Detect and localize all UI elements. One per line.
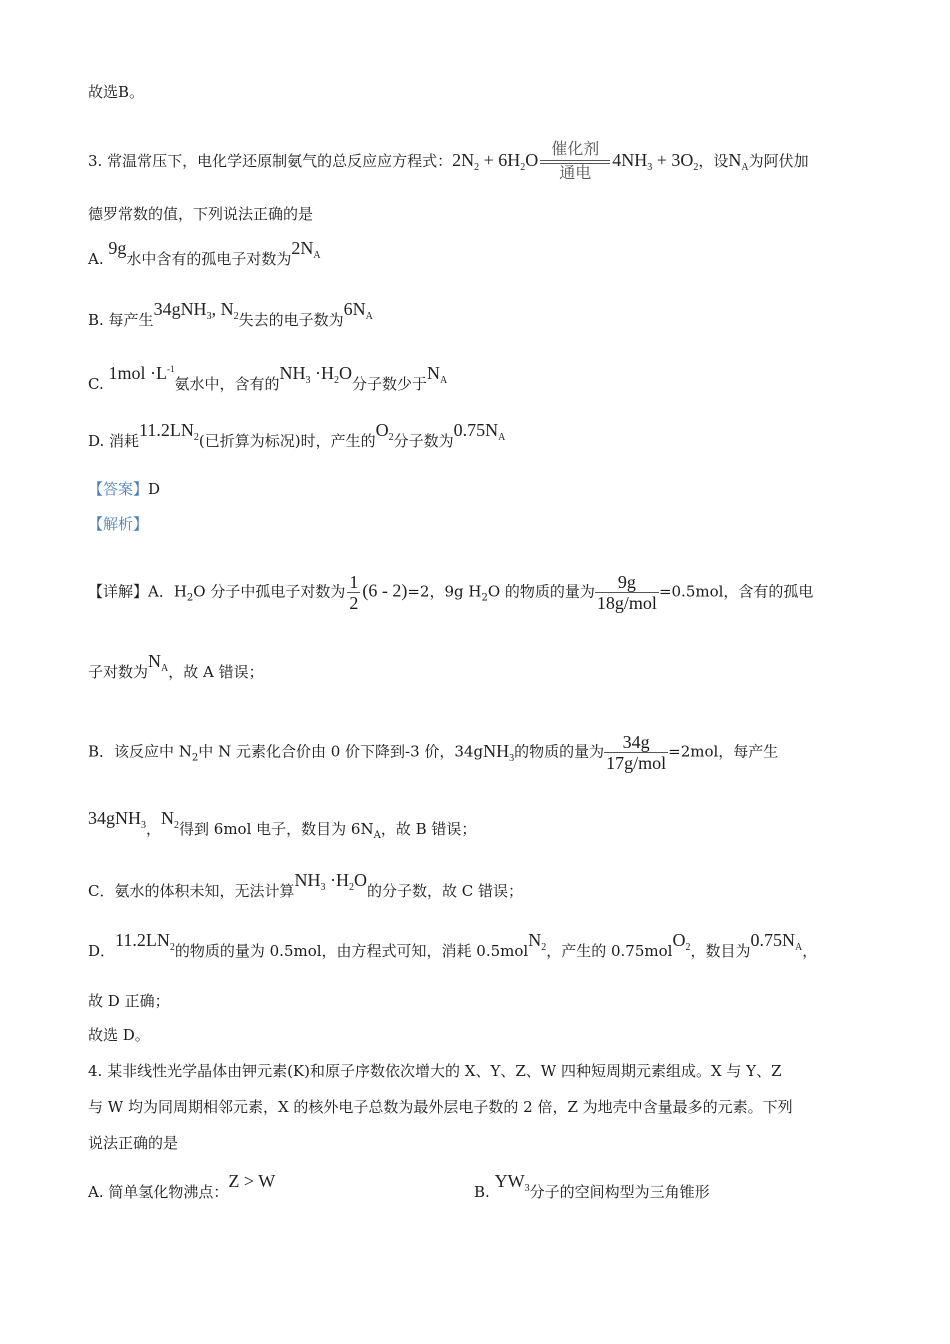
fraction-9g: $\frac{9g}{\text{18g/mol}}$ bbox=[596, 572, 657, 613]
q3-stem-line2: 德罗常数的值，下列说法正确的是 bbox=[88, 205, 314, 223]
answer-tag: 【答案】 bbox=[88, 480, 149, 498]
fraction-half: $\frac{1}{2}$ bbox=[349, 572, 359, 613]
option-b[interactable]: B. 每产生34gNH$_3$, $N_2$失去的电子数为$6N_A$ bbox=[88, 299, 373, 329]
option-c[interactable]: C. $1mol \cdot L^{-1}$氨水中，含有的$NH_3 \cdot H_2O$分子数少于$N_A$ bbox=[88, 363, 448, 393]
detail-a-line2: 子对数为$N_A$，故 A 错误； bbox=[88, 651, 264, 681]
conclusion-prev: 故选B。 bbox=[88, 83, 145, 101]
detail-b-line2: 34gNH$_3$，$N_2$得到 6mol 电子，数目为 $6N_A$，故 B 错误； bbox=[88, 808, 477, 841]
q3-prefix: 3. 常温常压下，电化学还原制氨气的总反应应方程式： bbox=[88, 152, 453, 171]
q4-stem-line3: 说法正确的是 bbox=[88, 1134, 179, 1152]
q4-option-a[interactable]: A. 简单氢化物沸点：Z > W bbox=[88, 1171, 276, 1201]
final-choice: 故选 D。 bbox=[88, 1026, 150, 1044]
reaction-condition: 催化剂 通电 bbox=[540, 140, 610, 184]
analysis-tag: 【解析】 bbox=[88, 515, 149, 533]
option-a[interactable]: A. 9g水中含有的孤电子对数为$2N_A$ bbox=[88, 238, 321, 268]
q3-equation: $2N_2 + 6H_2O$ 催化剂 通电 $4NH_3 + 3O_2$ bbox=[452, 141, 699, 182]
detail-b-line1: B．该反应中 $N_2$中 N 元素化合价由 0 价下降到-3 价，34gNH$_3$的物质的量为 $\frac{34g}{\text{17g/mol}}$ =2mol，每产生 bbox=[88, 732, 779, 773]
detail-d-line: D．$11.2LN_2$的物质的量为 0.5mol，由方程式可知，消耗 0.5molN$_2$，产生的 0.75molO$_2$，数目为$0.75N_A$， bbox=[88, 930, 818, 960]
q4-stem-line2: 与 W 均为同周期相邻元素，X 的核外电子总数为最外层电子数的 2 倍，Z 为地壳中含量最多的元素。下列 bbox=[88, 1098, 793, 1116]
detail-a-line1: 【详解】A．$H_2O$ 分子中孤电子对数为 $\frac{1}{2}$ (6 - 2)=2，9g $H_2O$ 的物质的量为 $\frac{9g}{\text{18g/mol}}$ =0.5mol，含有的孤电 bbox=[88, 572, 814, 613]
q4-stem-line1: 4. 某非线性光学晶体由钾元素(K)和原子序数依次增大的 X、Y、Z、W 四种短周期元素组成。X 与 Y、Z bbox=[88, 1062, 782, 1080]
detail-c-line: C．氨水的体积未知，无法计算$NH_3 \cdot H_2O$的分子数，故 C 错误； bbox=[88, 870, 523, 900]
answer-value: D bbox=[148, 480, 161, 498]
detail-d-conclusion: 故 D 正确； bbox=[88, 992, 170, 1010]
na-symbol: $N_A$ bbox=[728, 150, 749, 174]
q4-option-b[interactable]: B. $YW_3$分子的空间构型为三角锥形 bbox=[474, 1171, 710, 1201]
fraction-34g: $\frac{34g}{\text{17g/mol}}$ bbox=[606, 732, 667, 773]
answer-line bbox=[88, 479, 160, 499]
option-d[interactable]: D. 消耗$11.2LN_2$(已折算为标况)时，产生的$O_2$分子数为$0.75N_A$ bbox=[88, 420, 506, 450]
q3-stem: 3. 常温常压下，电化学还原制氨气的总反应应方程式：$2N_2 + 6H_2O$ 催化剂 通电 $4NH_3 + 3O_2$，设$N_A$为阿伏加 bbox=[88, 141, 809, 182]
